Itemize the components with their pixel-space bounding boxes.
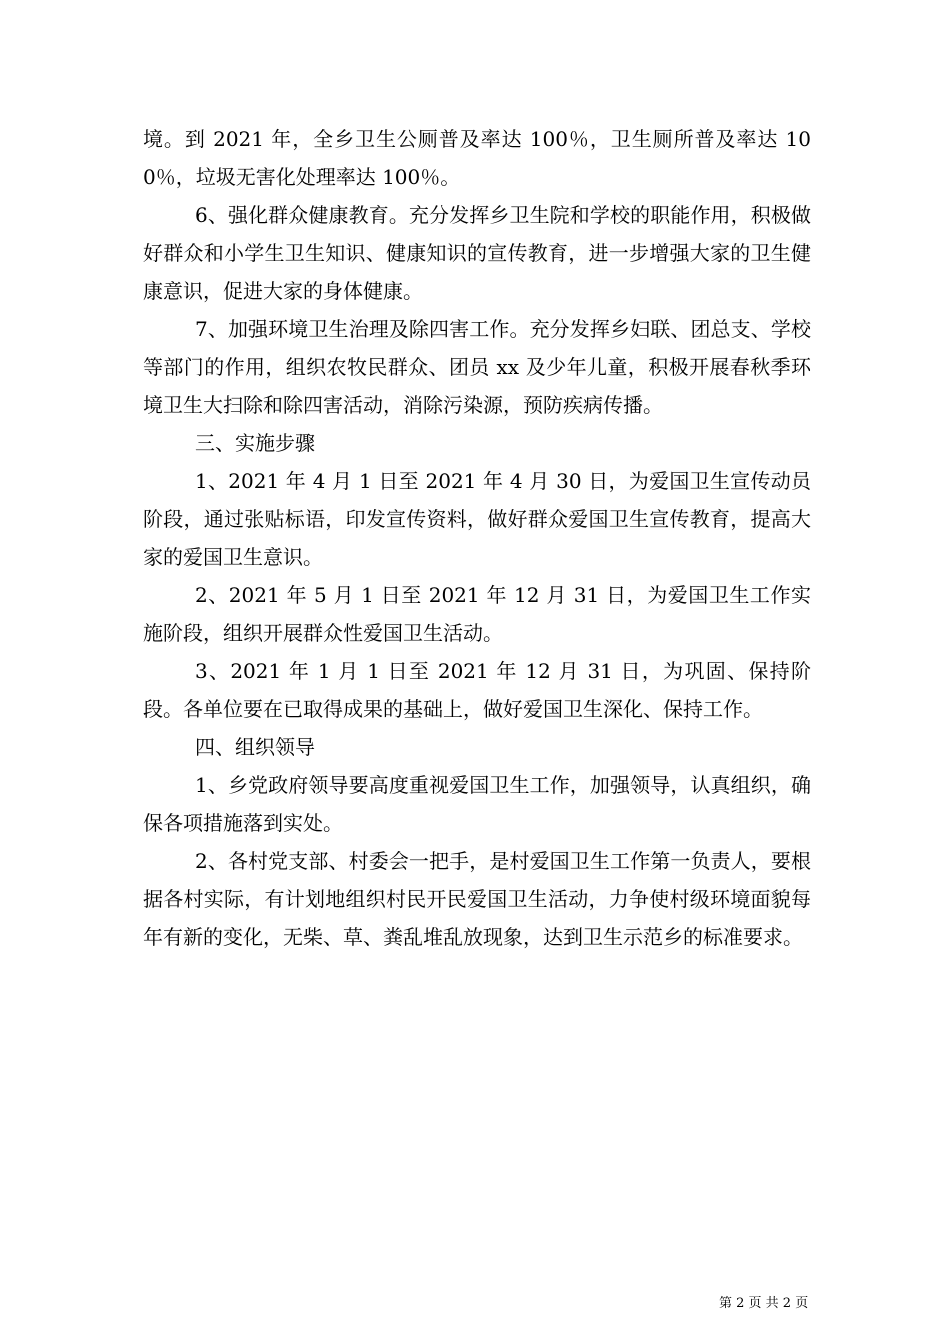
section-heading-implementation: 三、实施步骤 bbox=[195, 431, 315, 455]
paragraph-step-1: 1、2021 年 4 月 1 日至 2021 年 4 月 30 日，为爱国卫生宣传动员阶段，通过张贴标语，印发宣传资料，做好群众爱国卫生宣传教育，提高大家的爱国卫生意识。 bbox=[143, 469, 811, 569]
paragraph-3: 7、加强环境卫生治理及除四害工作。充分发挥乡妇联、团总支、学校等部门的作用，组织农牧民群众、团员 xx 及少年儿童，积极开展春秋季环境卫生大扫除和除四害活动，消除污染源，预防疾病传播。 bbox=[143, 317, 811, 417]
paragraph-1: 境。到 2021 年，全乡卫生公厕普及率达 100％，卫生厕所普及率达 100％，垃圾无害化处理率达 100％。 bbox=[143, 127, 811, 189]
paragraph-step-3: 3、2021 年 1 月 1 日至 2021 年 12 月 31 日，为巩固、保持阶段。各单位要在已取得成果的基础上，做好爱国卫生深化、保持工作。 bbox=[143, 659, 811, 721]
section-heading-leadership: 四、组织领导 bbox=[195, 735, 315, 759]
paragraph-leadership-1: 1、乡党政府领导要高度重视爱国卫生工作，加强领导，认真组织，确保各项措施落到实处。 bbox=[143, 773, 811, 835]
paragraph-step-2: 2、2021 年 5 月 1 日至 2021 年 12 月 31 日，为爱国卫生工作实施阶段，组织开展群众性爱国卫生活动。 bbox=[143, 583, 811, 645]
paragraph-leadership-2: 2、各村党支部、村委会一把手，是村爱国卫生工作第一负责人，要根据各村实际，有计划地组织村民开民爱国卫生活动，力争使村级环境面貌每年有新的变化，无柴、草、粪乱堆乱放现象，达到卫生示范乡的标准要求。 bbox=[143, 849, 811, 949]
document-body bbox=[143, 120, 811, 956]
paragraph-2: 6、强化群众健康教育。充分发挥乡卫生院和学校的职能作用，积极做好群众和小学生卫生知识、健康知识的宣传教育，进一步增强大家的卫生健康意识，促进大家的身体健康。 bbox=[143, 203, 811, 303]
page-number-footer: 第 2 页 共 2 页 bbox=[719, 1296, 809, 1311]
